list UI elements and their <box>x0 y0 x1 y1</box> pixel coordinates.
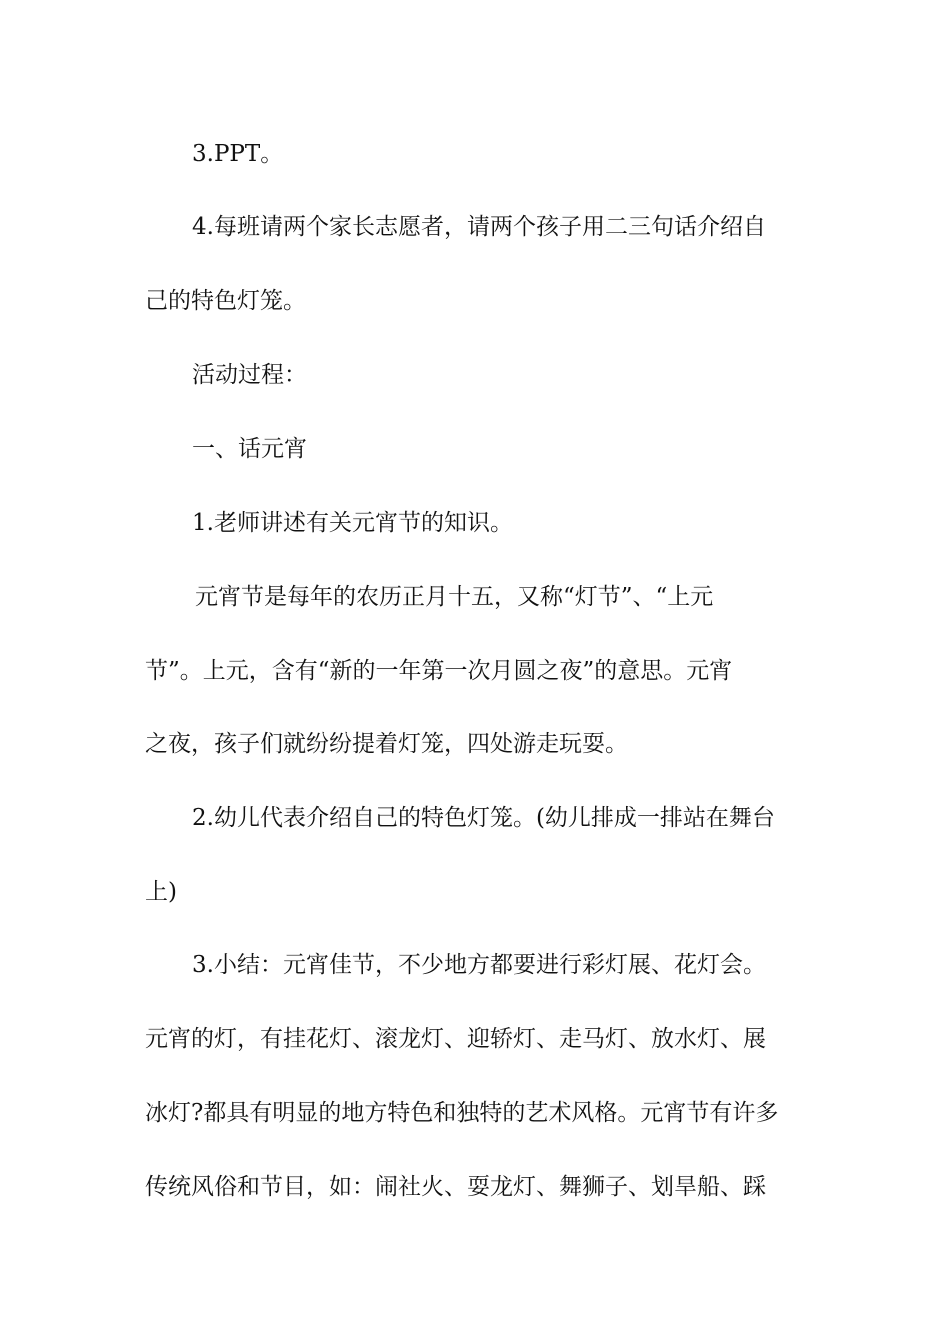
section-heading: 一、话元宵 <box>192 436 307 462</box>
text-line: 传统风俗和节目，如：闹社火、耍龙灯、舞狮子、划旱船、踩 <box>145 1174 766 1200</box>
section-heading: 活动过程： <box>192 362 307 388</box>
text-line: 节”。上元，含有“新的一年第一次月圆之夜”的意思。元宵 <box>145 658 733 684</box>
text-line: 2.幼儿代表介绍自己的特色灯笼。(幼儿排成一排站在舞台 <box>192 805 775 831</box>
text-line: 4.每班请两个家长志愿者，请两个孩子用二三句话介绍自 <box>192 214 766 240</box>
text-line: 冰灯?都具有明显的地方特色和独特的艺术风格。元宵节有许多 <box>145 1100 779 1126</box>
text-line: 己的特色灯笼。 <box>145 288 306 314</box>
text-line: 3.小结：元宵佳节，不少地方都要进行彩灯展、花灯会。 <box>192 952 766 978</box>
text-line: 上) <box>145 879 177 905</box>
text-line: 元宵节是每年的农历正月十五，又称“灯节”、“上元 <box>195 584 714 610</box>
text-line: 之夜，孩子们就纷纷提着灯笼，四处游走玩耍。 <box>145 731 628 757</box>
text-line: 1.老师讲述有关元宵节的知识。 <box>192 510 513 536</box>
text-line: 元宵的灯，有挂花灯、滚龙灯、迎轿灯、走马灯、放水灯、展 <box>145 1026 766 1052</box>
text-line: 3.PPT。 <box>192 141 284 167</box>
